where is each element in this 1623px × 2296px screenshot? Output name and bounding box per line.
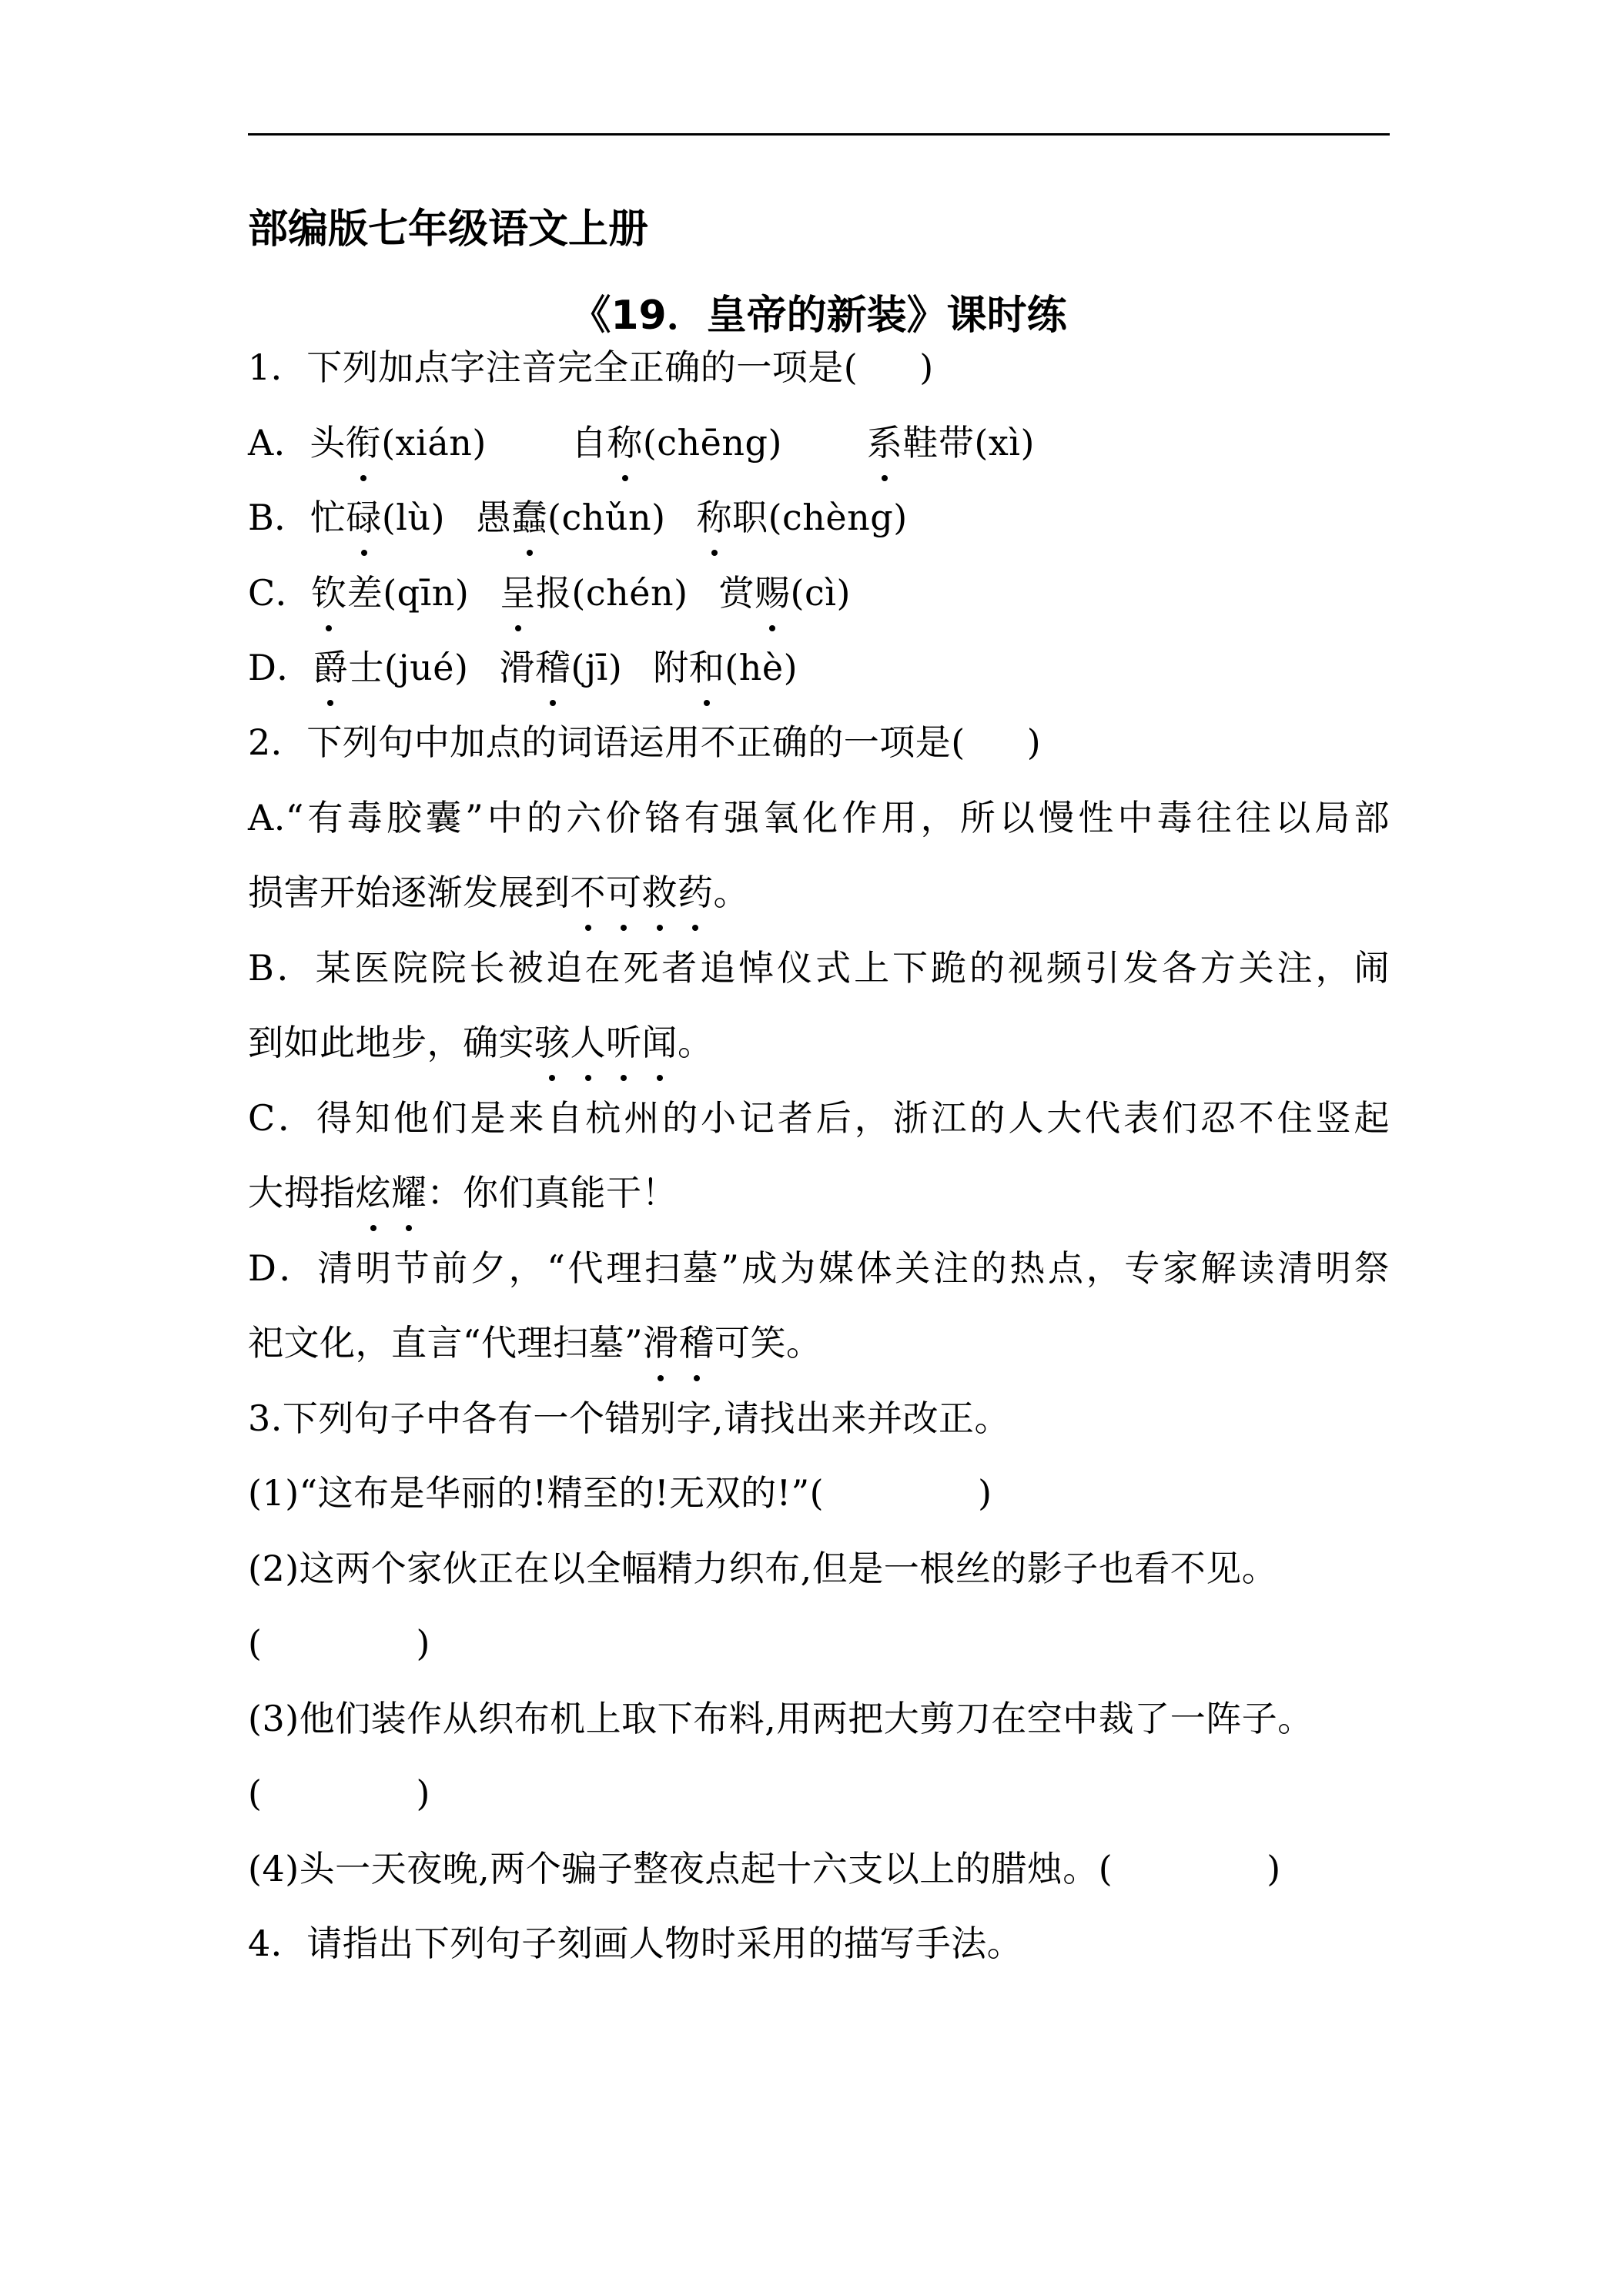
dotted-char: 衔 (346, 412, 382, 474)
pinyin: (hè) (724, 647, 798, 688)
pinyin: (lù) (381, 497, 446, 538)
dotted-char: 蠢 (512, 487, 548, 548)
q1-stem-end: ) (919, 346, 934, 388)
word-part: 附 (653, 647, 689, 688)
dotted-char: 钦 (311, 562, 347, 624)
q1-option-d (248, 637, 1395, 698)
dotted-char: 称 (607, 412, 643, 474)
q2-stem-text: 2．下列句中加点的词语运用不正确的一项是( (248, 721, 965, 763)
word-part: 愚 (476, 497, 512, 538)
q2-option-c-line1: C．得知他们是来自杭州的小记者后，浙江的人大代表们忍不住竖起 (248, 1097, 1390, 1139)
q3-sentence-4 (248, 1838, 1395, 1899)
pinyin: (xián) (381, 422, 487, 464)
dotted-char: 赐 (755, 562, 791, 624)
dotted-char: 可 (606, 862, 642, 923)
pinyin: (qīn) (383, 572, 470, 614)
q1-option-c (248, 562, 1395, 624)
dotted-char: 碌 (346, 487, 382, 548)
text: 。 (678, 1022, 714, 1063)
q3-sentence-3-blank (248, 1762, 1395, 1824)
q3-sentence-2: (2)这两个家伙正在以全幅精力织布,但是一根丝的影子也看不见。 (248, 1548, 1278, 1589)
pinyin: (chén) (571, 572, 688, 614)
pinyin: (cì) (790, 572, 851, 614)
word-part: 职 (732, 497, 768, 538)
dotted-char: 闻 (642, 1012, 678, 1073)
pinyin: (jī) (571, 647, 623, 688)
word-part: 头 (310, 422, 346, 464)
text: ：你们真能干！ (427, 1172, 678, 1213)
q2-option-a-line1: A.“有毒胶囊”中的六价铬有强氧化作用，所以慢性中毒往往以局部 (248, 797, 1390, 838)
text: 。 (713, 872, 749, 913)
q2-option-d-line2 (248, 1312, 1395, 1374)
sentence-text: (1)“这布是华丽的!精至的!无双的!”( (248, 1472, 825, 1514)
text: 祀文化，直言“代理扫墓” (248, 1322, 644, 1364)
q1-stem-text: 1．下列加点字注音完全正确的一项是( (248, 346, 858, 388)
q4-stem: 4．请指出下列句子刻画人物时采用的描写手法。 (248, 1923, 1023, 1964)
q3-sentence-3: (3)他们装作从织布机上取下布料,用两把大剪刀在空中裁了一阵子。 (248, 1698, 1313, 1739)
word-part: 差 (346, 572, 383, 614)
word-part: 赏 (718, 572, 755, 614)
text: 到如此地步，确实 (248, 1022, 534, 1063)
q2-option-c-line2 (248, 1162, 1395, 1223)
dotted-char: 听 (606, 1012, 642, 1073)
word-part: 报 (535, 572, 572, 614)
paren-close: ) (416, 1772, 430, 1814)
q3-stem: 3.下列句子中各有一个错别字,请找出来并改正。 (248, 1397, 1011, 1439)
q1-option-b (248, 487, 1395, 548)
paren-close: ) (1267, 1848, 1281, 1889)
dotted-char: 耀 (391, 1162, 427, 1223)
dotted-char: 骇 (534, 1012, 571, 1073)
dotted-char: 人 (571, 1012, 607, 1073)
pinyin: (chèng) (768, 497, 908, 538)
text: 大拇指 (248, 1172, 356, 1213)
word-part: 滑 (499, 647, 535, 688)
option-label: B． (248, 497, 310, 538)
dotted-char: 和 (689, 637, 725, 698)
pinyin: (jué) (383, 647, 469, 688)
word-part: 鞋带 (902, 422, 975, 464)
dotted-char: 药 (678, 862, 714, 923)
option-label: C． (248, 572, 312, 614)
word-part: 忙 (310, 497, 346, 538)
paren-close: ) (416, 1622, 430, 1664)
dotted-char: 滑 (643, 1312, 679, 1374)
header-rule (248, 133, 1390, 136)
sentence-text: (4)头一天夜晚,两个骗子整夜点起十六支以上的腊烛。( (248, 1848, 1113, 1889)
option-label: A． (248, 422, 310, 464)
pinyin: (xì) (974, 422, 1035, 464)
q2-stem (248, 711, 1395, 773)
lesson-title: 《19．皇帝的新装》课时练 (571, 293, 1067, 339)
q2-option-d-line1: D．清明节前夕，“代理扫墓”成为媒体关注的热点，专家解读清明祭 (248, 1247, 1390, 1289)
word-part: 士 (348, 647, 384, 688)
text: 可笑。 (714, 1322, 822, 1364)
dotted-char: 救 (642, 862, 678, 923)
text: 损害开始逐渐发展到 (248, 872, 571, 913)
q2-stem-end: ) (1026, 721, 1042, 763)
q2-option-b-line2 (248, 1012, 1395, 1073)
dotted-char: 炫 (356, 1162, 392, 1223)
q3-sentence-2-blank (248, 1612, 1395, 1674)
dotted-char: 爵 (313, 637, 349, 698)
q3-sentence-1 (248, 1462, 1395, 1524)
q1-option-a (248, 412, 1395, 474)
dotted-char: 稽 (535, 637, 571, 698)
dotted-char: 系 (867, 412, 903, 474)
paren-open: ( (248, 1772, 263, 1814)
option-label: D． (248, 647, 313, 688)
q2-option-b-line1: B．某医院院长被迫在死者追悼仪式上下跪的视频引发各方关注，闹 (248, 947, 1390, 989)
paren-close: ) (978, 1472, 992, 1514)
dotted-char: 不 (571, 862, 607, 923)
dotted-char: 称 (697, 487, 733, 548)
word-part: 自 (571, 422, 607, 464)
q1-stem (248, 336, 1395, 398)
paren-open: ( (248, 1622, 263, 1664)
dotted-char: 呈 (500, 562, 536, 624)
pinyin: (chēng) (642, 422, 782, 464)
pinyin: (chǔn) (547, 497, 666, 538)
book-title: 部编版七年级语文上册 (248, 206, 649, 253)
q2-option-a-line2 (248, 862, 1395, 923)
dotted-char: 稽 (679, 1312, 715, 1374)
